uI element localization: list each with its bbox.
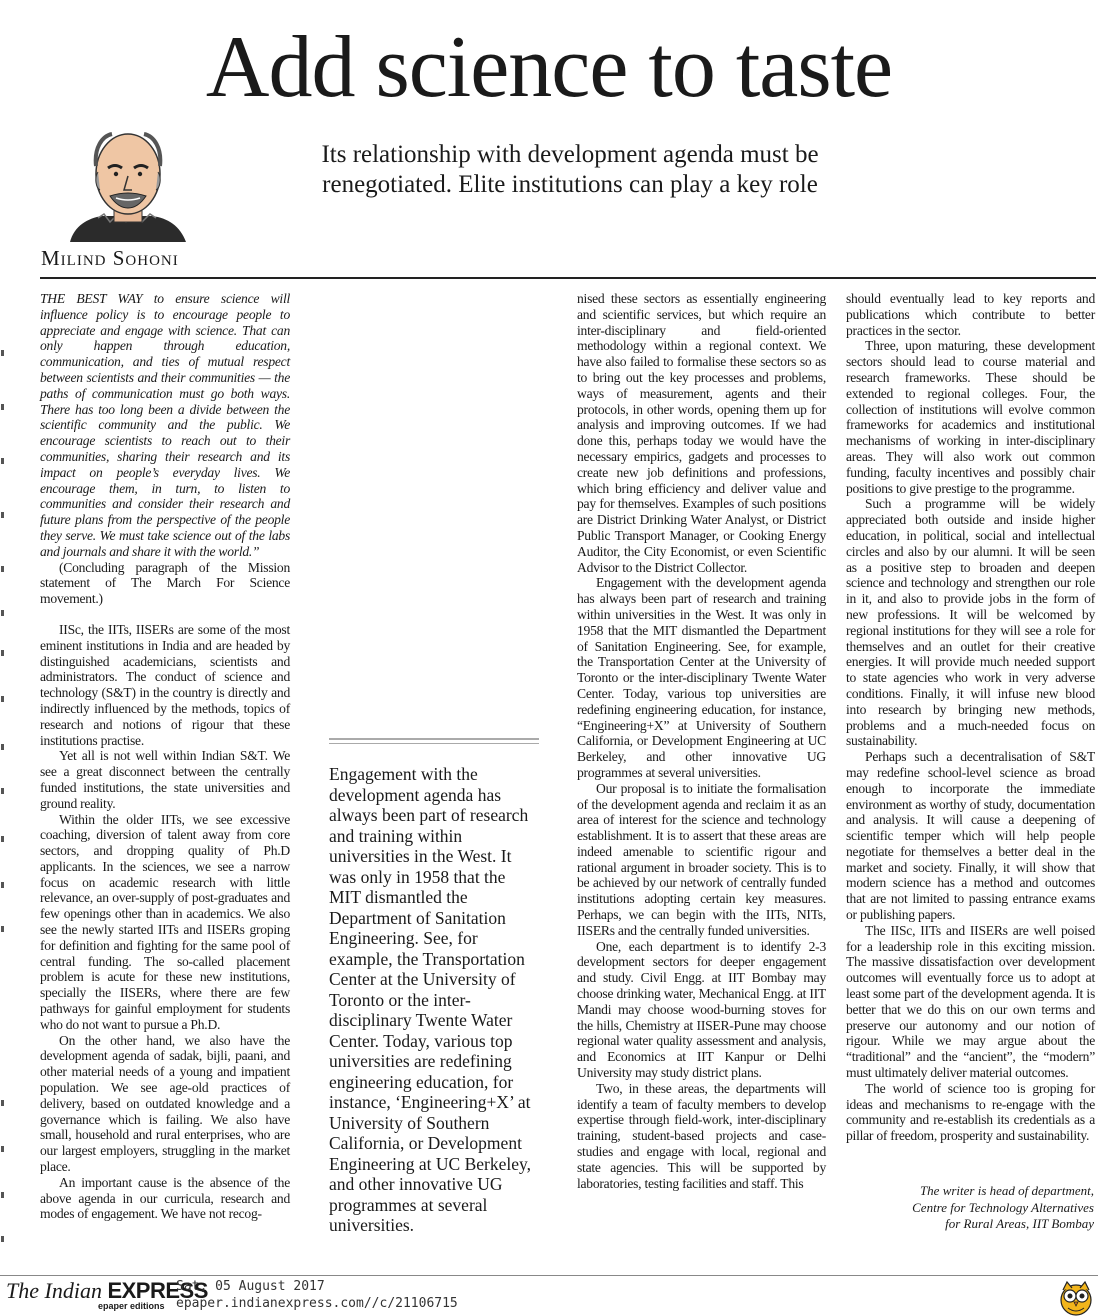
article-column-1 xyxy=(40,291,290,1222)
pull-quote-text: Engagement with the development agenda has always been part of research and training within universities in the West. It was only in 1958 that the MIT dismantled the Department of Sanitation Engineering. See, for example, the Transportation Center at the University of Toronto or the inter-disciplinary Twente Water Center. Today, various top universities are redefining engineering education, for instance, ‘Engineering+X’ at University of Southern California, or Development Engineering at UC Berkeley, and other innovative UG programmes at several universities. xyxy=(329,764,531,1235)
indian-express-logo[interactable] xyxy=(6,1278,208,1313)
author-credit xyxy=(834,1183,1094,1233)
paragraph: should eventually lead to key reports and publications which contribute to better practices in the sector. xyxy=(846,291,1095,338)
credit-line: for Rural Areas, IIT Bombay xyxy=(945,1216,1094,1231)
paragraph: Engagement with the development agenda has always been part of research and training within universities in the West. It was only in 1958 that the MIT dismantled the Department of Sanitation Engineering. See, for example, the Transportation Center at the University of Toronto or the inter-disciplinary Twente Water Center. Today, various top universities are redefining engineering education, for instance, “Engineering+X” at University of Southern California, or Development Engineering at UC Berkeley, and other innovative UG programmes at several universities. xyxy=(577,575,826,780)
left-margin-bleed xyxy=(0,340,8,1270)
byline-rule xyxy=(40,277,1096,279)
logo-subtitle: epaper editions xyxy=(98,1301,165,1311)
byline: Milind Sohoni xyxy=(41,246,179,270)
paragraph: Three, upon maturing, these development sectors should lead to course material and research frameworks. These should be extended to regional colleges. Four, the collection of institutions will evolve common frameworks for academics and institutional mechanisms of working in inter-disciplinary areas. They will also work out common funding, faculty incentives and possibly chair positions to give prestige to the programme. xyxy=(846,338,1095,496)
paragraph: On the other hand, we also have the development agenda of sadak, bijli, paani, and other material needs of a young and impatient population. We see age-old practices of delivery, based on outdated knowledge and a governance which is failing. We also have small, household and rural enterprises, who are our largest employers, struggling in the market place. xyxy=(40,1032,290,1175)
pull-quote-rule xyxy=(329,738,539,740)
edition-info xyxy=(176,1278,458,1312)
owl-icon xyxy=(1058,1276,1094,1316)
logo-word-1: The Indian xyxy=(6,1278,102,1303)
pull-quote-rule xyxy=(329,743,539,744)
credit-line: Centre for Technology Alternatives xyxy=(912,1199,1094,1215)
paragraph: Such a programme will be widely appreciated both outside and inside higher education, in political, social and intellectual circles and also by our alumni. It will be seen as a positive step to broaden and deepen science and technology and strengthen our role in it, and also to provide jobs in the form of new professions. It will be welcomed by regional institutions for they will see a role for themselves and an outlet for their creative energies. It will provide much needed support to state agencies who work in very adverse conditions. Finally, it will infuse new blood into research by bringing new methods, problems and a much-needed focus on sustainability. xyxy=(846,496,1095,749)
headline: Add science to taste xyxy=(205,19,893,116)
article-column-3 xyxy=(577,291,826,1191)
edition-url[interactable]: epaper.indianexpress.com//c/21106715 xyxy=(176,1296,458,1311)
standfirst: Its relationship with development agenda must be renegotiated. Elite institutions can play a key role xyxy=(321,141,819,198)
epigraph-quote: THE BEST WAY to ensure science will influence policy is to encourage people to appreciate and engage with science. That can only happen through education, communication, and ties of mutual respect between scientists and their communities — the paths of communication must go both ways. There has too long been a divide between the scientific community and the public. We encourage scientists to reach out to their communities, sharing their research and its impact on people’s everyday lives. We encourage them, in turn, to listen to communities and consider their research and future plans from the perspective of the people they serve. We must take science out of the labs and journals and share it with the world.” xyxy=(40,291,290,559)
paragraph: The IISc, IITs and IISERs are well poised for a leadership role in this exciting mission. The massive dissatisfaction over development outcomes will eventually force us to adopt at least some part of the development agenda. It is better that we do this on our own terms and preserve our autonomy and our notion of rigour. While we may argue about the “traditional” and the “ancient”, the “modern” must ultimately deliver material outcomes. xyxy=(846,922,1095,1081)
credit-line: The writer is head of department, xyxy=(919,1183,1094,1198)
paragraph: Two, in these areas, the departments will identify a team of faculty members to develop expertise through field-work, inter-disciplinary training, student-based projects and case-studies and engage with local, regional and state agencies. This will be supported by laboratories, testing facilities and staff. This xyxy=(577,1080,826,1191)
paragraph: Our proposal is to initiate the formalisation of the development agenda and reclaim it as an area of interest for the science and technology establishment. It is to assert that these areas are indeed amenable to scientific rigour and rational argument in broader society. This is to be achieved by our network of centrally funded institutions adopting certain key measures. Perhaps, we can begin with the IITs, NITs, IISERs and the centrally funded universities. xyxy=(577,780,826,938)
pull-quote xyxy=(329,738,539,1236)
article-column-4 xyxy=(846,291,1095,1144)
paragraph: One, each department is to identify 2-3 development sectors for deeper engagement and study. Civil Engg. at IIT Bombay may choose drinking water, Mechanical Engg. at IIT Mandi may choose wood-burning stoves for the hills, Chemistry at IISER-Pune may choose regional water quality assessment and analysis, and Economics at IIT Kanpur or Delhi University may study district plans. xyxy=(577,938,826,1081)
paragraph: Within the older IITs, we see excessive coaching, diversion of talent away from core sectors, and dropping quality of Ph.D applicants. In the sciences, we see a narrow focus on academic research with little relevance, an over-supply of post-graduates and few openings other than in academics. We also see the newly started IITs and IISERs groping for definition and fighting for the same pool of central funding. The so-called placement problem is acute for these new institutions, specially the IISERs, where there are few pathways for gainful employment for students who do not want to pursue a Ph.D. xyxy=(40,811,290,1032)
paragraph: Yet all is not well within Indian S&T. We see a great disconnect between the centrally funded institutions, the state universities and ground reality. xyxy=(40,748,290,811)
author-portrait-illustration xyxy=(40,118,216,242)
paragraph: The world of science too is groping for ideas and mechanisms to re-engage with the community and re-establish its credentials as a pillar of freedom, prosperity and sustainability. xyxy=(846,1080,1095,1144)
epigraph-source: (Concluding paragraph of the Mission statement of The March For Science movement.) xyxy=(40,559,290,607)
paragraph: IISc, the IITs, IISERs are some of the most eminent institutions in India and are headed by distinguished academicians, scientists and administrators. The conduct of science and technology (S&T) in the country is directly and indirectly influenced by the methods, topics of research and notions of rigour that these institutions practise. xyxy=(40,621,290,748)
footer-rule xyxy=(0,1275,1098,1276)
paragraph: Perhaps such a decentralisation of S&T may redefine school-level science as broad enough to incorporate the immediate environment as worthy of study, documentation and analysis. It will cause a deepening of scientific temper which will help people negotiate for themselves a better deal in the market and society. Finally, it will show that modern science has a method and outcomes that are not limited to passing entrance exams or publishing papers. xyxy=(846,749,1095,923)
paragraph: An important cause is the absence of the above agenda in our curricula, research and modes of engagement. We have not recog- xyxy=(40,1174,290,1222)
paragraph: nised these sectors as essentially engineering and scientific services, but which require an inter-disciplinary and field-oriented methodology within a regional context. We have also failed to formalise these sectors so as to bring out the key processes and problems, ways of measurement, agents and their protocols, in other words, opening them up for analysis and improving outcomes. If we had done this, perhaps today we would have the necessary empirics, gadgets and processes to create new job definitions and professions, which bring efficiency and deliver value and pay for themselves. Examples of such positions are District Drinking Water Analyst, or District Public Transport Manager, or Cooking Energy Auditor, the City Economist, or even Scientific Advisor to the District Collector. xyxy=(577,291,826,575)
logo-word-2: EXPRESS xyxy=(107,1278,208,1303)
edition-date: Sat, 05 August 2017 xyxy=(176,1279,325,1294)
